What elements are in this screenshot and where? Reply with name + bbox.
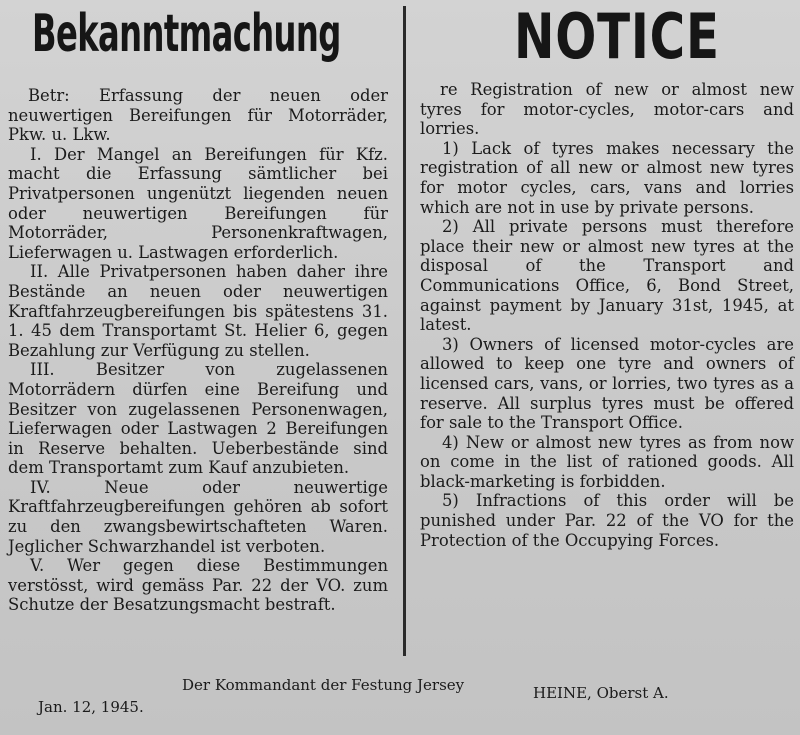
german-paragraph: II. Alle Privatpersonen haben daher ihre Bestände an neuen oder neuwertigen Kraftfahrzeugbereifungen bis spätestens 31. 1. 45 dem Transportamt St. Helier 6, gegen Bezahlung zur Verfügung zu stellen. bbox=[8, 262, 388, 360]
english-paragraph: 4) New or almost new tyres as from now on come in the list of rationed goods. All black-marketing is forbidden. bbox=[420, 432, 794, 491]
english-text bbox=[420, 80, 794, 550]
english-paragraph: 1) Lack of tyres makes necessary the registration of all new or almost new tyres for motor cycles, cars, vans and lorries which are not in use by private persons. bbox=[420, 138, 794, 217]
german-title: Bekanntmachung bbox=[32, 4, 341, 64]
english-paragraph: 3) Owners of licensed motor-cycles are allowed to keep one tyre and owners of licensed cars, vans, or lorries, two tyres as a reserve. All surplus tyres must be offered for sale to the Transport Office. bbox=[420, 334, 794, 433]
english-paragraph: 5) Infractions of this order will be punished under Par. 22 of the VO for the Protection of the Occupying Forces. bbox=[420, 491, 794, 550]
german-paragraph: V. Wer gegen diese Bestimmungen verstösst, wird gemäss Par. 22 der VO. zum Schutze der Besatzungsmacht bestraft. bbox=[8, 556, 388, 615]
english-paragraph: 2) All private persons must therefore place their new or almost new tyres at the disposal of the Transport and Communications Office, 6, Bond Street, against payment by January 31st, 1945, at latest. bbox=[420, 217, 794, 335]
column-divider bbox=[403, 6, 406, 656]
commander-line: Der Kommandant der Festung Jersey bbox=[182, 676, 465, 694]
german-paragraph: IV. Neue oder neuwertige Kraftfahrzeugbereifungen gehören ab sofort zu den zwangsbewirtschafteten Waren. Jeglicher Schwarzhandel ist verboten. bbox=[8, 477, 388, 556]
signature-line: HEINE, Oberst A. bbox=[533, 684, 669, 702]
german-text bbox=[8, 86, 388, 615]
date-line: Jan. 12, 1945. bbox=[38, 698, 144, 716]
german-paragraph: Betr: Erfassung der neuen oder neuwertigen Bereifungen für Motorräder, Pkw. u. Lkw. bbox=[8, 86, 388, 145]
german-paragraph: III. Besitzer von zugelassenen Motorrädern dürfen eine Bereifung und Besitzer von zugelassenen Personenwagen, Lieferwagen oder Lastwagen 2 Bereifungen in Reserve behalten. Ueberbestände sind dem Transportamt zum Kauf anzubieten. bbox=[8, 360, 388, 478]
german-paragraph: I. Der Mangel an Bereifungen für Kfz. macht die Erfassung sämtlicher bei Privatpersonen ungenützt liegenden neuen oder neuwertigen Bereifungen für Motorräder, Personenkraftwagen, Lieferwagen u. Lastwagen erforderlich. bbox=[8, 144, 388, 262]
english-title: NOTICE bbox=[514, 0, 720, 73]
english-paragraph: re Registration of new or almost new tyres for motor-cycles, motor-cars and lorries. bbox=[420, 80, 794, 139]
